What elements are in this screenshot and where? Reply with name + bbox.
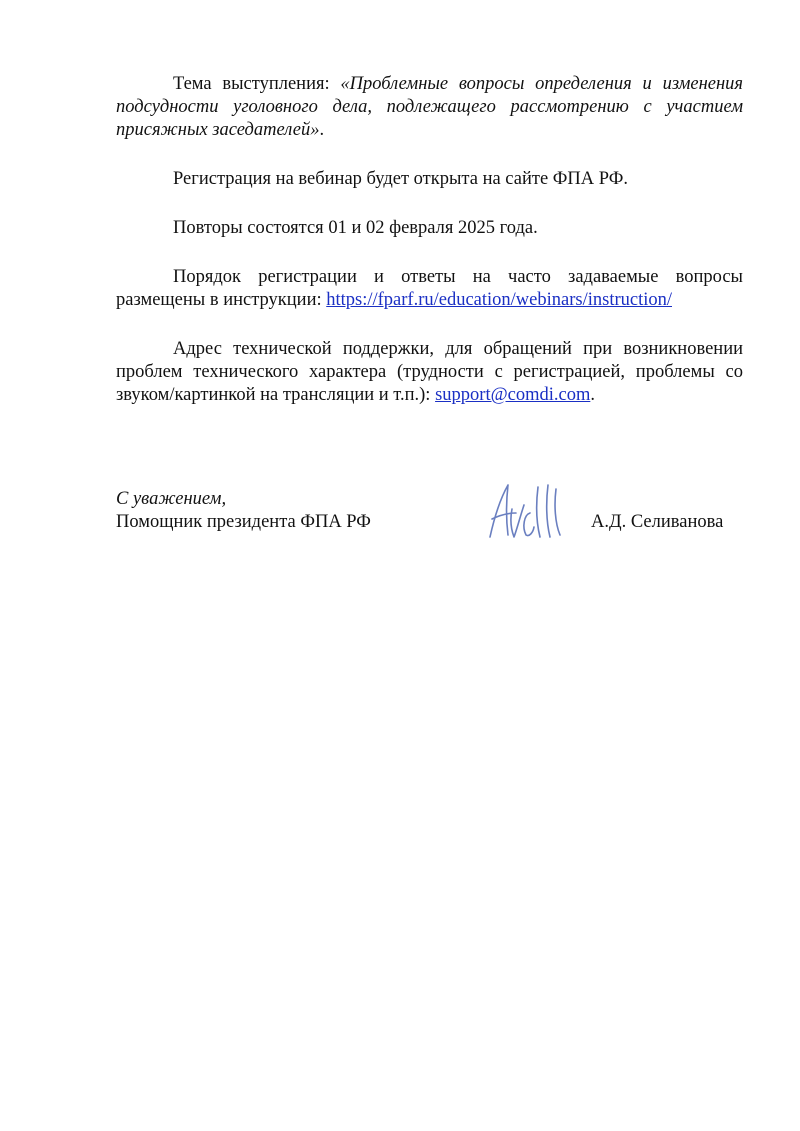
closing-block — [116, 488, 371, 534]
instructions-link[interactable]: https://fparf.ru/education/webinars/instruction/ — [326, 290, 672, 310]
instructions-text: Порядок регистрации и ответы на часто задаваемые вопросы размещены в инструкции: — [116, 267, 743, 310]
handwritten-signature — [484, 479, 564, 541]
instructions-paragraph — [116, 266, 743, 312]
repeats-paragraph: Повторы состоятся 01 и 02 февраля 2025 года. — [173, 218, 538, 238]
topic-paragraph — [116, 73, 743, 142]
support-text: Адрес технической поддержки, для обращений при возникновении проблем технического характера (трудности с регистрацией, проблемы со звуком/картинкой на трансляции и т.п.): — [116, 339, 743, 405]
topic-end: . — [319, 120, 325, 140]
closing-greeting: С уважением, — [116, 489, 227, 509]
support-email-link[interactable]: support@comdi.com — [435, 385, 591, 405]
signer-name: А.Д. Селиванова — [591, 512, 724, 532]
topic-title: «Проблемные вопросы определения и изменения подсудности уголовного дела, подлежащего рассмотрению с участием присяжных заседателей» — [116, 74, 744, 140]
registration-paragraph: Регистрация на вебинар будет открыта на сайте ФПА РФ. — [173, 169, 628, 189]
support-end: . — [590, 385, 595, 405]
topic-label: Тема выступления: — [173, 74, 341, 94]
letter-body — [116, 73, 743, 407]
support-paragraph — [116, 338, 743, 407]
signer-position: Помощник президента ФПА РФ — [116, 512, 371, 532]
